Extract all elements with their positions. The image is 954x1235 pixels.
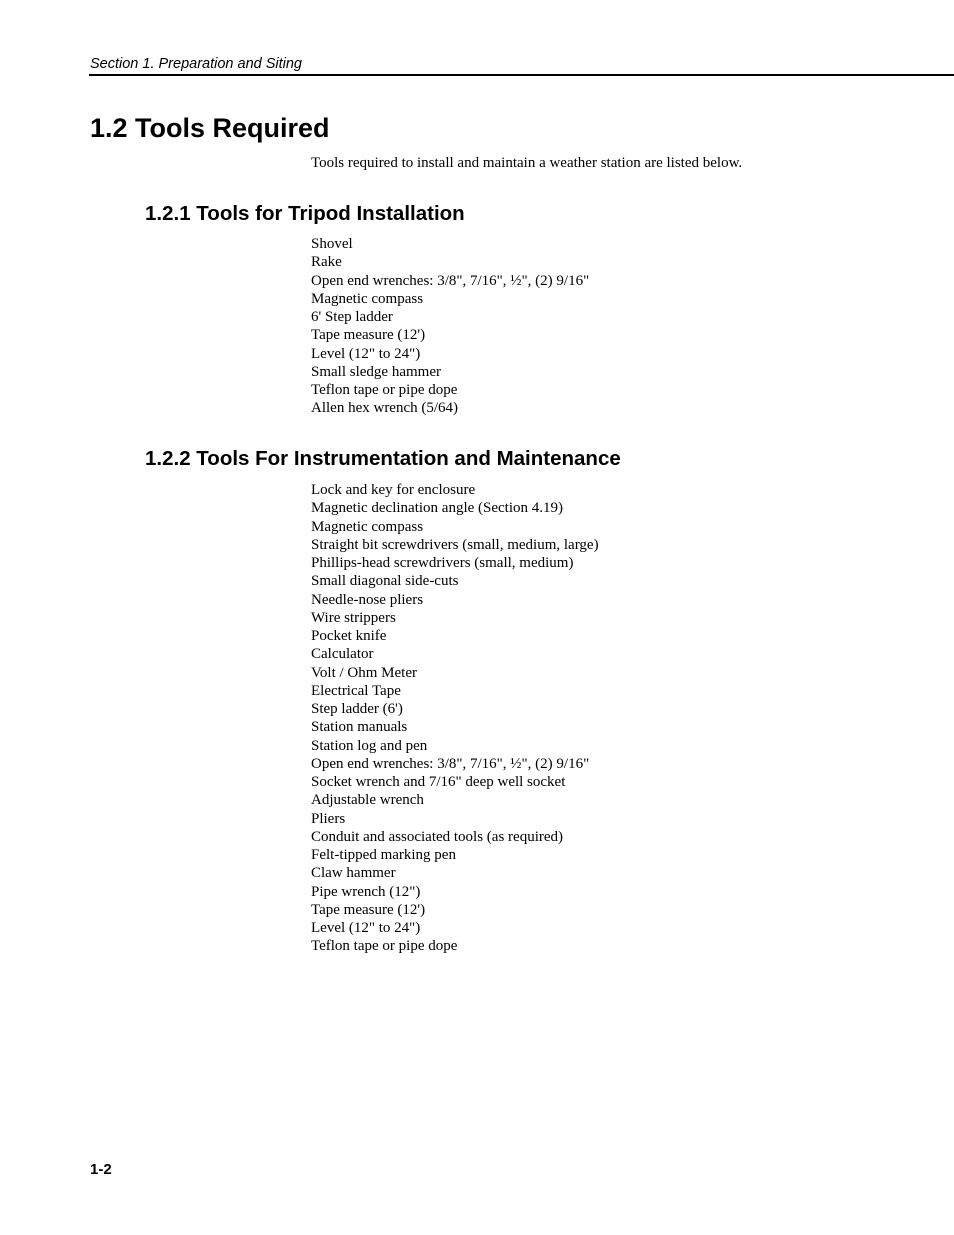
- list-item: Straight bit screwdrivers (small, medium, large): [311, 536, 599, 553]
- list-item: Step ladder (6'): [311, 701, 403, 717]
- list-item: Station log and pen: [311, 737, 428, 754]
- list-item: Small sledge hammer: [311, 363, 441, 380]
- list-item: Magnetic compass: [311, 290, 424, 307]
- list-item: Socket wrench and 7/16" deep well socket: [311, 774, 566, 790]
- subsection-title-tripod: 1.2.1 Tools for Tripod Installation: [145, 202, 465, 225]
- section-title: 1.2 Tools Required: [90, 113, 330, 143]
- list-item: Pipe wrench (12"): [311, 883, 421, 900]
- list-item: Magnetic compass: [311, 518, 424, 535]
- list-item: Conduit and associated tools (as required): [311, 828, 564, 845]
- header-rule: [89, 74, 954, 76]
- list-item: Allen hex wrench (5/64): [311, 400, 459, 417]
- list-item: Open end wrenches: 3/8", 7/16", ½", (2) 9/16": [311, 272, 590, 289]
- list-item: Pocket knife: [311, 628, 387, 644]
- list-item: Level (12" to 24"): [311, 920, 421, 936]
- list-item: Teflon tape or pipe dope: [311, 382, 458, 398]
- list-item: Rake: [311, 254, 342, 271]
- list-item: Station manuals: [311, 719, 408, 736]
- list-item: Tape measure (12'): [311, 327, 426, 344]
- list-item: Tape measure (12'): [311, 901, 426, 918]
- list-item: Electrical Tape: [311, 682, 401, 699]
- list-item: Level (12" to 24"): [311, 345, 421, 362]
- list-item: Magnetic declination angle (Section 4.19): [311, 500, 564, 517]
- list-item: Adjustable wrench: [311, 792, 424, 809]
- instrumentation-tools-list: [311, 481, 599, 956]
- list-item: 6' Step ladder: [311, 309, 393, 325]
- section-intro: Tools required to install and maintain a weather station are listed below.: [311, 155, 743, 171]
- list-item: Pliers: [311, 810, 346, 827]
- page-number: 1-2: [90, 1161, 112, 1178]
- list-item: Felt-tipped marking pen: [311, 847, 456, 863]
- list-item: Phillips-head screwdrivers (small, medium): [311, 555, 574, 571]
- list-item: Lock and key for enclosure: [311, 482, 476, 498]
- subsection-title-instrumentation: 1.2.2 Tools For Instrumentation and Maintenance: [145, 447, 621, 470]
- list-item: Claw hammer: [311, 865, 396, 882]
- tripod-tools-list: [311, 235, 589, 418]
- list-item: Open end wrenches: 3/8", 7/16", ½", (2) 9/16": [311, 755, 590, 772]
- list-item: Teflon tape or pipe dope: [311, 938, 458, 955]
- list-item: Shovel: [311, 236, 353, 252]
- list-item: Volt / Ohm Meter: [311, 664, 417, 681]
- list-item: Small diagonal side-cuts: [311, 573, 459, 590]
- list-item: Needle-nose pliers: [311, 591, 424, 608]
- list-item: Wire strippers: [311, 609, 396, 626]
- list-item: Calculator: [311, 646, 374, 663]
- running-header: Section 1. Preparation and Siting: [90, 56, 302, 72]
